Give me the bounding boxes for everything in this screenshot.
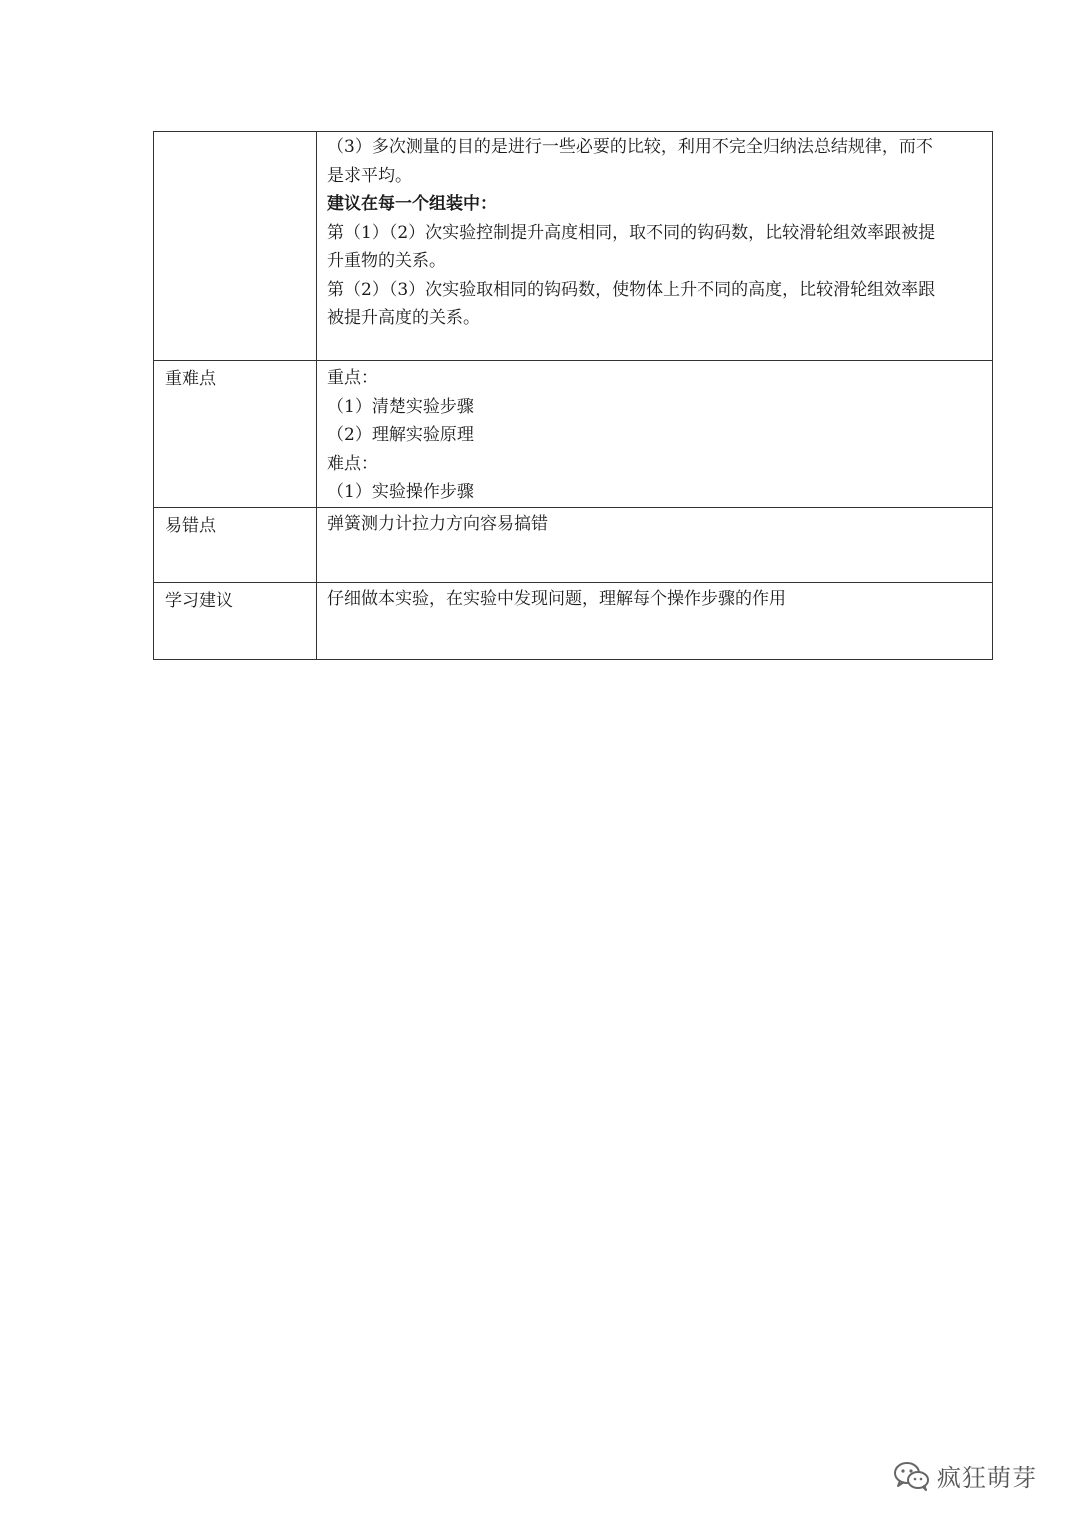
content-line: 升重物的关系。 <box>327 251 446 271</box>
content-line: 第（2）（3）次实验取相同的钩码数，使物体上升不同的高度，比较滑轮组效率跟 <box>327 279 936 300</box>
content-line: （1）实验操作步骤 <box>327 482 474 502</box>
watermark-text: 疯狂萌芽 <box>937 1464 1037 1492</box>
wechat-icon <box>893 1460 931 1492</box>
row-label: 重难点 <box>154 361 317 508</box>
row-content <box>317 361 993 508</box>
row-label: 易错点 <box>154 508 317 583</box>
content-line: 被提升高度的关系。 <box>327 308 480 328</box>
table-row <box>154 508 993 583</box>
watermark <box>893 1458 1037 1493</box>
row-label <box>154 132 317 361</box>
row-content <box>317 508 993 583</box>
content-line: （2）理解实验原理 <box>327 425 474 445</box>
content-line: 仔细做本实验，在实验中发现问题，理解每个操作步骤的作用 <box>327 589 786 609</box>
row-content <box>317 583 993 660</box>
content-line: 难点： <box>327 453 378 474</box>
table-row <box>154 132 993 361</box>
suggestion-heading: 建议在每一个组装中： <box>327 194 497 214</box>
info-table <box>153 131 993 660</box>
content-line: 弹簧测力计拉力方向容易搞错 <box>327 514 548 534</box>
content-line: 是求平均。 <box>327 165 412 186</box>
row-label: 学习建议 <box>154 583 317 660</box>
content-line: （1）清楚实验步骤 <box>327 396 474 417</box>
table-row <box>154 361 993 508</box>
content-line: 第（1）（2）次实验控制提升高度相同，取不同的钩码数，比较滑轮组效率跟被提 <box>327 222 936 243</box>
content-line: 重点： <box>327 368 378 388</box>
table-row <box>154 583 993 660</box>
content-line: （3）多次测量的目的是进行一些必要的比较，利用不完全归纳法总结规律，而不 <box>327 137 933 157</box>
row-content <box>317 132 993 361</box>
